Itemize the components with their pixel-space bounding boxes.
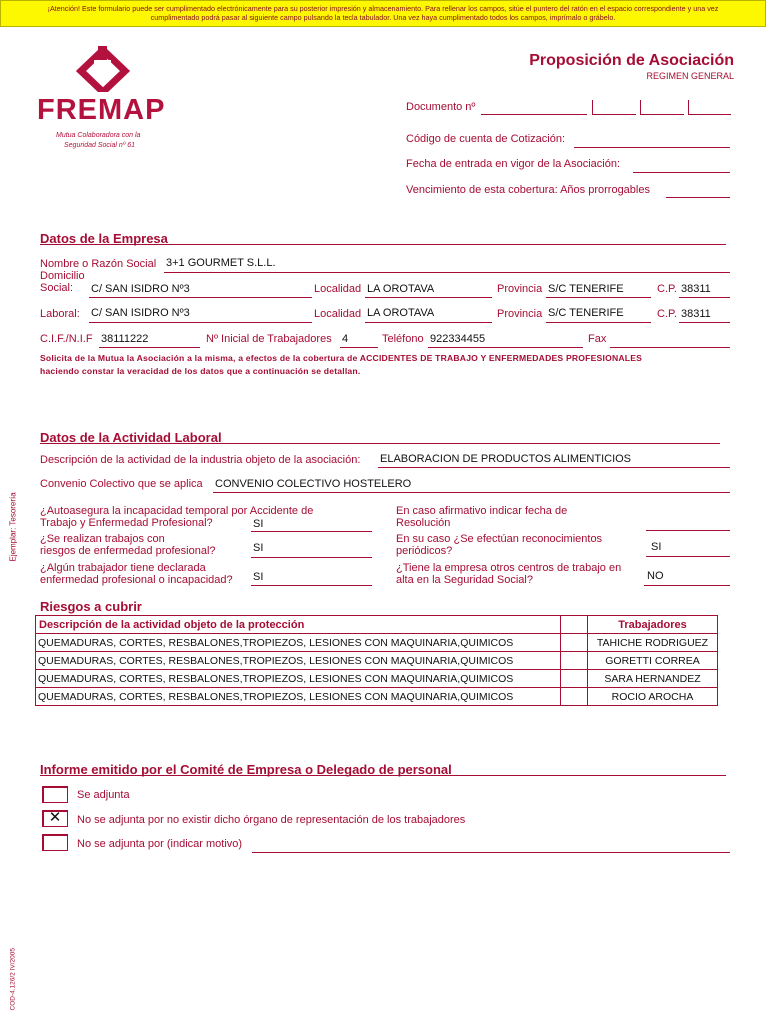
r3-line [644,585,730,586]
localidad-laboral-line [365,322,492,323]
convenio-value[interactable]: CONVENIO COLECTIVO HOSTELERO [215,478,412,490]
r2-value[interactable]: SI [651,541,662,553]
instructions-line-1: ¡Atención! Este formulario puede ser cumplimentado electrónicamente para su posterior impresión y almacenamiento. Para rellenar los campos, sitúe el puntero del ratón en el espacio correspondiente y una vez [47,4,719,13]
spacer-cell [561,670,588,688]
r1-line-2: Resolución [396,517,451,529]
vencimiento-label: Vencimiento de esta cobertura: Años prorrogables [406,184,650,196]
spacer-cell [561,652,588,670]
q3-line-2: enfermedad profesional o incapacidad? [40,574,233,586]
trabajadores-value[interactable]: 4 [342,333,349,345]
telefono-value[interactable]: 922334455 [430,333,486,345]
r1-field[interactable] [646,530,730,531]
r2-line-2: periódicos? [396,545,453,557]
localidad-laboral-label: Localidad [314,308,362,320]
risk-desc-cell[interactable]: QUEMADURAS, CORTES, RESBALONES,TROPIEZOS, LESIONES CON MAQUINARIA,QUIMICOS [36,634,561,652]
descripcion-label: Descripción de la actividad de la industria objeto de la asociación: [40,454,361,466]
trabajadores-column-header: Trabajadores [588,616,718,634]
nombre-value[interactable]: 3+1 GOURMET S.L.L. [166,257,276,269]
documento-label: Documento nº [406,101,476,113]
risk-desc-cell[interactable]: QUEMADURAS, CORTES, RESBALONES,TROPIEZOS, LESIONES CON MAQUINARIA,QUIMICOS [36,670,561,688]
fecha-vigor-label: Fecha de entrada en vigor de la Asociación: [406,158,621,170]
actividad-section-title: Datos de la Actividad Laboral [40,430,222,445]
vencimiento-field[interactable] [666,197,730,198]
actividad-section-rule [40,443,720,444]
no-organo-checkbox[interactable]: ✕ [42,810,68,827]
documento-field[interactable] [481,114,587,115]
table-row [36,652,718,670]
convenio-line [213,492,730,493]
empresa-declaration-2: haciendo constar la veracidad de los datos que a continuación se detallan. [40,366,361,376]
cif-value[interactable]: 38111222 [101,333,149,345]
cp-laboral-value[interactable]: 38311 [681,308,711,320]
empresa-declaration-1: Solicita de la Mutua la Asociación a la misma, a efectos de la cobertura de ACCIDENTES DE TRABAJO Y ENFERMEDADES PROFESIONALES [40,353,643,363]
empresa-section-title: Datos de la Empresa [40,231,168,246]
provincia-social-label: Provincia [497,283,543,295]
brand-name: FREMAP [37,94,166,126]
q2-line [251,557,372,558]
informe-section-rule [40,775,726,776]
localidad-social-line [365,297,492,298]
convenio-label: Convenio Colectivo que se aplica [40,478,203,490]
ejemplar-side-label: Ejemplar: Tesorería [8,492,18,562]
r3-line-1: ¿Tiene la empresa otros centros de trabajo en [396,562,622,574]
telefono-line [428,347,583,348]
spacer-cell [561,634,588,652]
cp-social-line [679,297,730,298]
nombre-label: Nombre o Razón Social [40,258,157,270]
r2-line-1: En su caso ¿Se efectúan reconocimientos [396,533,603,545]
fremap-logo [76,46,130,92]
documento-field-3[interactable] [640,100,684,115]
r1-line-1: En caso afirmativo indicar fecha de [396,505,568,517]
otro-motivo-label: No se adjunta por (indicar motivo) [77,838,243,850]
nombre-field-line [164,272,730,273]
risk-desc-cell[interactable]: QUEMADURAS, CORTES, RESBALONES,TROPIEZOS, LESIONES CON MAQUINARIA,QUIMICOS [36,688,561,706]
q2-line-2: riesgos de enfermedad profesional? [40,545,216,557]
documento-field-2[interactable] [592,100,636,115]
q2-value[interactable]: SI [253,542,264,554]
q2-line-1: ¿Se realizan trabajos con [40,533,165,545]
cp-social-label: C.P. [657,283,677,295]
q3-line-1: ¿Algún trabajador tiene declarada [40,562,206,574]
q3-line [251,585,372,586]
worker-cell[interactable]: GORETTI CORREA [588,652,718,670]
fax-field[interactable] [610,347,730,348]
empresa-section-rule [40,244,726,245]
r3-value[interactable]: NO [647,570,664,582]
domicilio-label: Domicilio [40,270,85,282]
se-adjunta-checkbox[interactable] [42,786,68,803]
cp-social-value[interactable]: 38311 [681,283,711,295]
trabajadores-line [340,347,378,348]
descripcion-line [378,467,730,468]
fecha-vigor-field[interactable] [633,172,730,173]
codigo-cuenta-field[interactable] [574,147,730,148]
cif-label: C.I.F./N.I.F [40,333,93,345]
cp-laboral-line [679,322,730,323]
table-row [36,688,718,706]
worker-cell[interactable]: SARA HERNANDEZ [588,670,718,688]
desc-column-header: Descripción de la actividad objeto de la protección [36,616,561,634]
no-organo-label: No se adjunta por no existir dicho órgano de representación de los trabajadores [77,814,466,826]
provincia-laboral-line [546,322,651,323]
q1-line-2: Trabajo y Enfermedad Profesional? [40,517,213,529]
otro-motivo-checkbox[interactable] [42,834,68,851]
instructions-line-2: cumplimentado podrá pasar al siguiente campo pulsando la tecla tabulador. Una vez haya cumplimentado todos los campos, imprímalo o grábelo. [150,13,616,22]
laboral-label: Laboral: [40,308,80,320]
form-code-side-label: COD-4.126/2 IV/2005 [9,947,17,1011]
telefono-label: Teléfono [382,333,424,345]
table-row [36,670,718,688]
cif-line [99,347,200,348]
informe-section-title: Informe emitido por el Comité de Empresa o Delegado de personal [40,762,452,777]
q1-line-1: ¿Autoasegura la incapacidad temporal por Accidente de [40,505,314,517]
q3-value[interactable]: SI [253,571,264,583]
riesgos-section-title: Riesgos a cubrir [40,599,142,614]
q1-line [251,531,372,532]
se-adjunta-label: Se adjunta [77,789,130,801]
table-header-row [36,616,718,634]
social-label: Social: [40,282,74,294]
worker-cell[interactable]: TAHICHE RODRIGUEZ [588,634,718,652]
localidad-social-value[interactable]: LA OROTAVA [367,283,435,295]
cp-laboral-label: C.P. [657,308,677,320]
provincia-laboral-label: Provincia [497,308,543,320]
localidad-social-label: Localidad [314,283,362,295]
social-field-line [89,297,312,298]
provincia-social-line [546,297,651,298]
documento-field-4[interactable] [688,100,731,115]
brand-tagline-1: Mutua Colaboradora con la [56,132,141,139]
q1-value[interactable]: SI [253,518,264,530]
fremap-emblem-icon [76,46,130,92]
social-value[interactable]: C/ SAN ISIDRO Nº3 [91,283,190,295]
worker-cell[interactable]: ROCIO AROCHA [588,688,718,706]
r2-line [646,556,730,557]
form-subtitle: REGIMEN GENERAL [646,71,734,81]
laboral-field-line [89,322,312,323]
risk-desc-cell[interactable]: QUEMADURAS, CORTES, RESBALONES,TROPIEZOS, LESIONES CON MAQUINARIA,QUIMICOS [36,652,561,670]
spacer-column-header [561,616,588,634]
otro-motivo-field[interactable] [252,852,730,853]
table-row [36,634,718,652]
laboral-value[interactable]: C/ SAN ISIDRO Nº3 [91,307,190,319]
provincia-social-value[interactable]: S/C TENERIFE [548,283,624,295]
fax-label: Fax [588,333,607,345]
trabajadores-label: Nº Inicial de Trabajadores [206,333,332,345]
instructions-banner [0,0,766,27]
spacer-cell [561,688,588,706]
provincia-laboral-value[interactable]: S/C TENERIFE [548,307,624,319]
form-title: Proposición de Asociación [529,52,734,69]
r3-line-2: alta en la Seguridad Social? [396,574,533,586]
riesgos-table [35,615,718,706]
descripcion-value[interactable]: ELABORACION DE PRODUCTOS ALIMENTICIOS [380,453,632,465]
localidad-laboral-value[interactable]: LA OROTAVA [367,307,435,319]
codigo-cuenta-label: Código de cuenta de Cotización: [406,133,565,145]
brand-tagline-2: Seguridad Social nº 61 [64,142,136,149]
